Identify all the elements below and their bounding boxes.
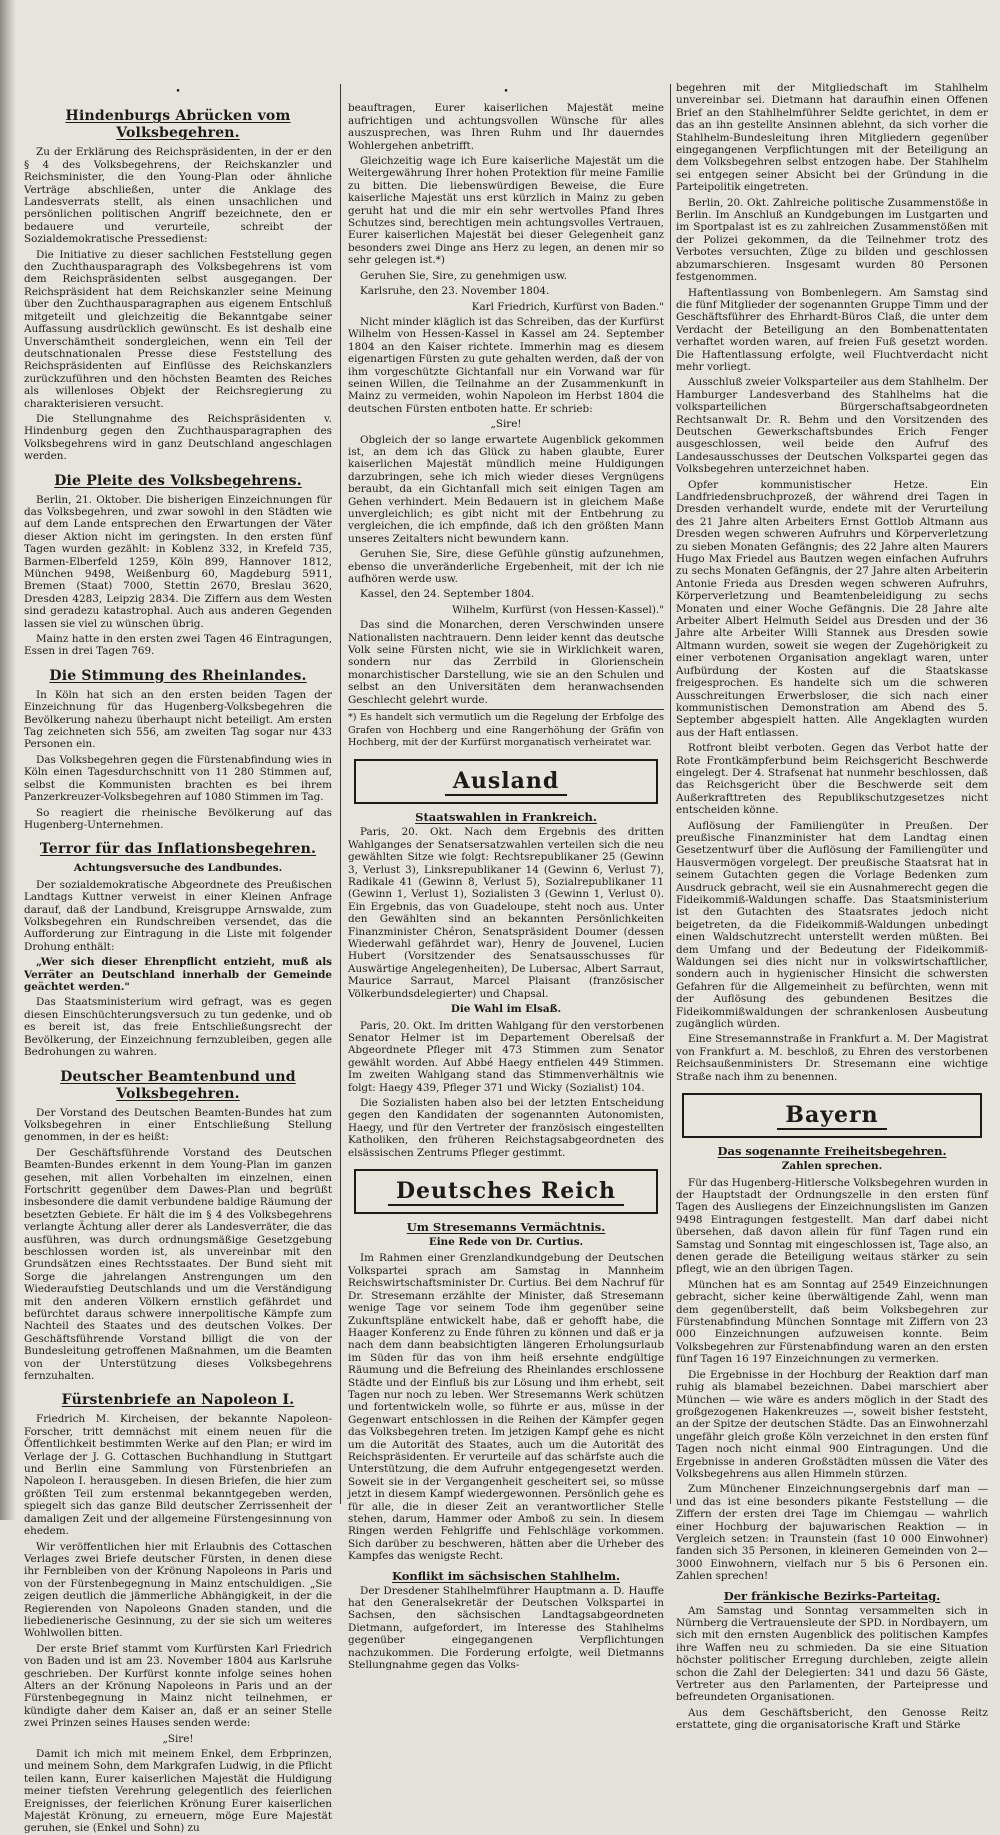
headline-freiheitsbegehren: Das sogenannte Freiheitsbegehren. [717, 1144, 947, 1159]
article-paragraph: Der erste Brief stammt vom Kurfürsten Karl Friedrich von Baden und ist am 23. November 1804 aus Karlsruhe geschrieben. Der Kurfürst konnte infolge seines hohen Alters an der Krönung Napoleons in Paris und an der Fürstenbegegnung in Mainz nicht teilnehmen, er kündigte daher dem Kaiser an, daß er an seiner Stelle zwei Prinzen seines Hauses senden werde: [24, 1642, 332, 1730]
column-rule-1 [340, 84, 341, 1504]
article-paragraph: Geruhen Sie, Sire, diese Gefühle günstig aufzunehmen, ebenso die unveränderliche Ergebenheit, mit der ich nie aufhören werde usw. [348, 548, 664, 586]
headline-hindenburg: Hindenburgs Abrücken vom Volksbegehren. [65, 108, 291, 142]
article-paragraph: Zum Münchener Einzeichnungsergebnis darf man — und das ist eine besonders pikante Feststellung — die Ziffern der ersten drei Tage im Chiemgau — wahrlich einer Hochburg der bajuwarischen Reaktion — in Vergleich setzen: in Traunstein (fast 10 000 Einwohner) fanden sich 35 Personen, in kleineren Gemeinden von 2—3000 Einwohnern, vielfach nur 5 bis 6 Personen ein. Zahlen sprechen! [676, 1483, 988, 1583]
column-3 [676, 82, 988, 1732]
article-paragraph: Nicht minder kläglich ist das Schreiben, das der Kurfürst Wilhelm von Hessen-Kassel in Kassel am 24. September 1804 an den Kaiser richtete. Immerhin mag es diesem eigenartigen Fürsten zu gute gehalten werden, daß der von ihm vorgeschützte Gichtanfall nur ein Vorwand war für seinen Willen, die Teilnahme an der Zusammenkunft in Mainz zu vermeiden, wohin Napoleon im Herbst 1804 die deutschen Fürsten entboten hatte. Er schrieb: [348, 315, 664, 415]
signature: Karl Friedrich, Kurfürst von Baden." [471, 300, 664, 313]
article-paragraph: Mainz hatte in den ersten zwei Tagen 46 Eintragungen, Essen in drei Tagen 769. [24, 633, 332, 658]
news-item: Haftentlassung von Bombenlegern. Am Samstag sind die fünf Mitglieder der sogenannten Gruppe Timm und der Geschäftsführer des Ehrhardt-Büros Claß, die unter dem Verdacht der Beteiligung an den Bombenattentaten verhaftet worden waren, auf freien Fuß gesetzt worden. Die Haftentlassung erfolgte, weil Fluchtverdacht nicht mehr vorliegt. [676, 286, 988, 373]
section-box-ausland [354, 759, 658, 804]
article-paragraph: Geruhen Sie, Sire, zu genehmigen usw. [360, 269, 568, 282]
article-paragraph: Paris, 20. Okt. Nach dem Ergebnis des dritten Wahlganges der Senatsersatzwahlen verteilen sich die neu gewählten Sitze wie folgt: Rechtsrepublikaner 25 (Gewinn 3, Verlust 3), Linksrepublikaner 14 (Gewinn 6, Verlust 7), Radikale 41 (Gewinn 8, Verlust 5), Sozialrepublikaner 11 (Gewinn 1, Verlust 1), Sozialisten 3 (Gewinn 1, Verlust 0). Ein Ergebnis, das von Guadeloupe, steht noch aus. Unter den Gewählten sind an bekannten Persönlichkeiten Finanzminister Chéron, Senatspräsident Doumer (dessen Wiederwahl gefährdet war), Henry de Jouvenel, Lucien Hubert (Vorsitzender des Senatsausschusses für Auswärtige Angelegenheiten), De Lubersac, Albert Sarraut, Maurice Sarraut, Marcel Plaisant (französischer Völkerbundsdelegierter) und Chapsal. [348, 826, 664, 1000]
dateline: Kassel, den 24. September 1804. [360, 588, 535, 601]
headline-rheinland: Die Stimmung des Rheinlandes. [49, 667, 307, 684]
headline-stresemann: Um Stresemanns Vermächtnis. [406, 1219, 606, 1234]
article-paragraph: Am Samstag und Sonntag versammelten sich in Nürnberg die Vertrauensleute der SPD. in Nordbayern, um sich mit den ernsten Augenblick des politischen Kampfes ihre Waffen neu zu schmieden. Da sie eine Situation höchster politischer Erregung durchleben, zeigte allein schon die Zahl der Delegierten: 341 und dazu 56 Gäste, Vertreter aus den Parlamenten, der Parteipresse und befreundeten Organisationen. [676, 1604, 988, 1704]
headline-pleite: Die Pleite des Volksbegehrens. [54, 472, 302, 489]
subheadline: Achtungsversuche des Landbundes. [73, 862, 283, 875]
headline-terror: Terror für das Inflationsbegehren. [39, 841, 317, 858]
article-paragraph: Der Geschäftsführende Vorstand des Deutschen Beamten-Bundes erkennt in dem Young-Plan im ganzen gesehen, mit allen Vorbehalten im einzelnen, einen Fortschritt gegenüber dem Dawes-Plan und begrüßt insbesondere die damit verbundene baldige Räumung der besetzten Gebiete. Er hält die im § 4 des Volksbegehrens verlangte Ächtung aller derer als Landesverräter, die das ausführen, was durch ordnungsmäßige Gesetzgebung beschlossen worden ist, als unvereinbar mit den Grundsätzen eines Rechtsstaates. Der Bund sieht mit Sorge die jahrelangen Anstrengungen um den Wiederaufstieg Deutschlands und um die Verständigung mit den anderen Völkern ernstlich gefährdet und befürchtet daraus schwere innerpolitische Kämpfe zum Nachteil des Staates und des deutschen Volkes. Der Geschäftsführende Vorstand billigt die von der Bundesleitung getroffenen Maßnahmen, um die Beamten von der Unterstützung dieses Volksbegehrens fernzuhalten. [24, 1146, 332, 1383]
column-1 [24, 82, 332, 1835]
article-paragraph: Berlin, 21. Oktober. Die bisherigen Einzeichnungen für das Volksbegehren, und zwar sowohl in den Städten wie auf dem Lande entsprechen den Erwartungen der Väter dieser Aktion nicht im geringsten. In den ersten fünf Tagen wurden gezählt: in Koblenz 332, in Krefeld 735, Barmen-Elberfeld 1259, Köln 899, Hannover 1812, München 9498, Weißenburg 60, Magdeburg 5911, Bremen (Staat) 7000, Stettin 2670, Breslau 3620, Dresden 4283, Leipzig 2834. Die Ziffern aus dem Westen sind geradezu katastrophal. Auch aus anderen Gegenden lassen sie viel zu wünschen übrig. [24, 493, 332, 630]
article-paragraph: So reagiert die rheinische Bevölkerung auf das Hugenberg-Unternehmen. [24, 806, 332, 831]
top-divider: • [503, 87, 509, 97]
section-title: Deutsches Reich [388, 1178, 624, 1206]
headline-beamtenbund: Deutscher Beamtenbund und Volksbegehren. [60, 1068, 296, 1102]
article-paragraph: Gleichzeitig wage ich Eure kaiserliche Majestät um die Weitergewährung Ihrer hohen Protektion für meine Familie zu bitten. Die liebenswürdigen Beweise, die Eure kaiserliche Majestät uns erst kürzlich in Mainz zu geben geruht hat und die mir ein sehr wertvolles Pfand Ihres Schutzes sind, berechtigen mein achtungsvolles Vertrauen, Eurer kaiserlichen Majestät bei dieser Gelegenheit ganz besonders zwei Dinge ans Herz zu legen, an denen mir so sehr gelegen ist.*) [348, 155, 664, 267]
article-paragraph: Der sozialdemokratische Abgeordnete des Preußischen Landtags Kuttner verweist in einer Kleinen Anfrage darauf, daß der Landbund, Kreisgruppe Arnswalde, zum Volksbegehren ein Rundschreiben versendet, das die Aufforderung zur Eintragung in die Liste mit folgender Drohung enthält: [24, 878, 332, 953]
news-item: Berlin, 20. Okt. Zahlreiche politische Zusammenstöße in Berlin. Im Anschluß an Kundgebungen im Lustgarten und im Sportpalast ist es zu zahlreichen Zusammenstößen mit der Polizei gekommen, da die Teilnehmer trotz des Verbotes versuchten, Züge zu bilden und geschlossen abzumarschieren. Insgesamt wurden 80 Personen festgenommen. [676, 196, 988, 284]
section-title: Bayern [777, 1102, 886, 1130]
news-item: Rotfront bleibt verboten. Gegen das Verbot hatte der Rote Frontkämpferbund beim Reichsgericht Beschwerde eingelegt. Der 4. Strafsenat hat nunmehr beschlossen, daß das Reichsgericht über die Beschwerde seit dem Außerkrafttreten des Republikschutzgesetzes nicht entscheiden könne. [676, 742, 988, 817]
article-paragraph: Der Dresdener Stahlhelmführer Hauptmann a. D. Hauffe hat den Generalsekretär der Deutschen Volkspartei in Sachsen, den sächsischen Landtagsabgeordneten Dietmann, aufgefordert, im Interesse des Stahlhelms gegenüber eingegangenen Verpflichtungen nachzukommen. Die Forderung erfolgte, weil Dietmanns Stellungnahme gegen das Volks- [348, 1584, 664, 1672]
news-item: Eine Stresemannstraße in Frankfurt a. M. Der Magistrat von Frankfurt a. M. beschloß, zu Ehren des verstorbenen Reichsaußenministers Dr. Stresemann eine wichtige Straße nach ihm zu benennen. [676, 1033, 988, 1083]
article-paragraph: Die Initiative zu dieser sachlichen Feststellung gegen den Zuchthausparagraph des Volksbegehrens ist vom dem Reichspräsidenten selbst ausgegangen. Der Reichspräsident hat dem Reichskanzler seine Meinung über den Zuchthausparagraphen aus eigenem Entschluß mitgeteilt und gleichzeitig die Bekanntgabe seiner Auffassung ausdrücklich gewünscht. Es ist deshalb eine Unverschämtheit sondergleichen, wenn ein Teil der deutschnationalen Presse diese Feststellung des Reichspräsidenten auf Einflüsse des Reichskanzlers zurückzuführen und den höchsten Beamten des Reiches als willenloses Objekt der Reichsregierung zu charakterisieren versucht. [24, 248, 332, 410]
quote-paragraph: „Wer sich dieser Ehrenpflicht entzieht, muß als Verräter an Deutschland innerhalb der Gemeinde geächtet werden." [24, 956, 332, 994]
article-paragraph: Die Stellungnahme des Reichspräsidenten v. Hindenburg gegen den Zuchthausparagraphen des Volksbegehrens wird in ganz Deutschland angeschlagen werden. [24, 412, 332, 463]
salutation: „Sire! [490, 418, 522, 431]
news-item: Ausschluß zweier Volksparteiler aus dem Stahlhelm. Der Hamburger Landesverband des Stahlhelms hat die volksparteilichen Bürgerschaftsabgeordneten Rechtsanwalt Dr. R. Behm und den Vorsitzenden des Deutschen Gewerkschaftsbundes Erich Fenger ausgeschlossen, weil beide den Aufruf des Landesausschusses der Deutschen Volkspartei gegen das Volksbegehren unterzeichnet haben. [676, 376, 988, 476]
article-paragraph: Paris, 20. Okt. Im dritten Wahlgang für den verstorbenen Senator Helmer ist im Departement Oberelsaß der Abgeordnete Pfleger mit 473 Stimmen zum Senator gewählt worden. Auf Abbé Haegy entfielen 449 Stimmen. Im zweiten Wahlgang stand das Stimmenverhältnis wie folgt: Haegy 439, Pfleger 371 und Wicky (Sozialist) 104. [348, 1019, 664, 1094]
column-rule-2 [670, 84, 671, 1504]
article-paragraph: Das Volksbegehren gegen die Fürstenabfindung wies in Köln einen Tagesdurchschnitt von 11 280 Stimmen auf, selbst die Kommunisten brachten es bei ihrem Panzerkreuzer-Volksbegehren auf 1080 Stimmen im Tag. [24, 753, 332, 804]
news-item: Opfer kommunistischer Hetze. Ein Landfriedensbruchprozeß, der während drei Tagen in Dresden verhandelt wurde, endete mit der Verurteilung des 21 Jahre alten Arbeiters Ernst Gottlob Altmann aus Dresden wegen schweren Aufruhrs und Körperverletzung zu sieben Monaten Gefängnis; des 22 Jahre alten Maurers Hugo Max Friedel aus Bautzen wegen einfachen Aufruhrs zu sechs Monaten Gefängnis, der 27 Jahre alten Arbeiterin Antonie Frieda aus Dresden wegen schweren Aufruhrs, Körperverletzung und Beamtenbeleidigung zu sechs Monaten und einer Woche Gefängnis. Die 28 Jahre alte Arbeiter Albert Helmuth Seidel aus Dresden und der 36 Jahre alte Arbeiter Willi Stannek aus Dresden sowie Altmann wurden, soweit sie wegen der Zugehörigkeit zu einer verbotenen Organisation angeklagt waren, unter Aufbürdung der Kosten auf die Staatskasse freigesprochen. Es handelte sich um die schweren Ausschreitungen Erwerbsloser, die sich nach einer kommunistischen Demonstration am Abend des 5. September abgespielt hatten. Alle Angeklagten wurden aus der Haft entlassen. [676, 478, 988, 739]
subheadline: Zahlen sprechen. [781, 1160, 883, 1173]
article-paragraph: München hat es am Sonntag auf 2549 Einzeichnungen gebracht, sicher keine überwältigende Zahl, wenn man dem gegenüberstellt, daß beim Volksbegehren zur Fürstenabfindung München Sonntage mit Ziffern von 23 000 Einzeichnungen aufzuweisen konnte. Beim Volksbegehren zur Fürstenabfindung waren an den ersten fünf Tagen 16 197 Einzeichnungen zu vermerken. [676, 1278, 988, 1366]
subheadline: Eine Rede von Dr. Curtius. [428, 1235, 584, 1248]
article-paragraph: Obgleich der so lange erwartete Augenblick gekommen ist, an dem ich das Glück zu haben glaubte, Eurer kaiserlichen Majestät mündlich meine Huldigungen darzubringen, sehe ich mich wieder dieses Vergnügens beraubt, da ein Gichtanfall mich seit einigen Tagen am Gehen verhindert. Mein Bedauern ist in gleichem Maße unvergleichlich; es gibt nicht mit der Entbehrung zu vergleichen, die ich empfinde, daß ich den größten Mann unseres Zeitalters nicht bewundern kann. [348, 433, 664, 545]
article-paragraph: begehren mit der Mitgliedschaft im Stahlhelm unvereinbar sei. Dietmann hat daraufhin einen Offenen Brief an den Stahlhelmführer Seldte gerichtet, in dem er das an ihn gestellte Ansinnen ablehnt, da sich vorher die Stahlhelm-Bundesleitung ihren Mitgliedern gegenüber eingegangenen Verpflichtungen mit der Beteiligung an dem Volksbegehren selbst entzogen habe. Der Stahlhelm sei entgegen seiner Absicht bei der Gründung in die Parteipolitik eingetreten. [676, 82, 988, 194]
article-paragraph: beauftragen, Eurer kaiserlichen Majestät meine aufrichtigen und achtungsvollen Wünsche für alles auszusprechen, was Ihren Ruhm und Ihr dauerndes Wohlergehen anbetrifft. [348, 102, 664, 152]
article-paragraph: Die Ergebnisse in der Hochburg der Reaktion darf man ruhig als blamabel bezeichnen. Dabei marschiert aber München — wie wäre es anders möglich in der Stadt des großgezogenen Hakenkreuzes —, soweit bisher feststeht, an der Spitze der deutschen Städte. Das an Einwohnerzahl ungefähr gleich große Köln verzeichnet in den ersten fünf Tagen noch nicht einmal 900 Eintragungen. Und die Ergebnisse in anderen Großstädten müssen die Väter des Volksbegehrens aus allen Himmeln stürzen. [676, 1368, 988, 1480]
salutation: „Sire! [162, 1732, 194, 1745]
article-paragraph: Damit ich mich mit meinem Enkel, dem Erbprinzen, und meinem Sohn, dem Markgrafen Ludwig, in die Pflicht teilen kann, Eurer kaiserlichen Majestät die Huldigung meiner tiefsten Verehrung gelegentlich des feierlichen Ereignisses, der feierlichen Krönung Eurer kaiserlichen Majestät Krönung, zu erneuern, möge Eure Majestät geruhen, sie (Enkel und Sohn) zu [24, 1748, 332, 1835]
article-paragraph: Der Vorstand des Deutschen Beamten-Bundes hat zum Volksbegehren in einer Entschließung Stellung genommen, in der es heißt: [24, 1106, 332, 1144]
article-paragraph: Für das Hugenberg-Hitlersche Volksbegehren wurden in der Hauptstadt der Ordnungszelle in den ersten fünf Tagen des Ausliegens der Einzeichnungslisten im Ganzen 9498 Eintragungen festgestellt. Man darf dabei nicht übersehen, daß davon allein für fünf Tagen rund ein Samstag und Sonntag mit eingeschlossen ist, Tage also, an denen gerade die Beteiligung weitaus stärker zu sein pflegt, wie an den übrigen Tagen. [676, 1176, 988, 1276]
headline-staatswahlen: Staatswahlen in Frankreich. [415, 810, 597, 825]
signature: Wilhelm, Kurfürst (von Hessen-Kassel)." [452, 603, 664, 616]
article-paragraph: Im Rahmen einer Grenzlandkundgebung der Deutschen Volkspartei sprach am Samstag in Mannheim Reichswirtschaftsminister Dr. Curtius. Bei dem Nachruf für Dr. Stresemann erzählte der Minister, daß Stresemann wenige Tage vor seinem Tode ihm gegenüber seine Zukunftspläne entwickelt habe, daß er gehofft habe, die Haager Konferenz zu Ende führen zu können und daß er ja nach dem dann beabsichtigten längeren Erholungsurlaub im Süden für das von ihm heiß ersehnte endgültige Räumung und die Befreiung des Rheinlandes erschlossene Städte und der Einfluß bis zur Lösung und ihm erhebt, seit Tagen nur noch zu leben. Wer Stresemanns Werk schützen und fortentwickeln wolle, so führte er aus, müsse in der Gegenwart entschlossen in die Reihen der Kämpfer gegen das Volksbegehren treten. Im jetzigen Kampf gehe es nicht um die Autorität des Staates, auch um die Autorität des Reichspräsidenten. Er verurteile auf das schärfste auch die Unterstützung, die dem Aufruhr entgegengesetzt werden. Soweit sie in der Vergangenheit gescheitert sei, so müsse jetzt in diesem Kampf wiedergewonnen. Persönlich gehe es für alle, die in dieser Zeit an verantwortlicher Stelle stehen, darum, Hammer oder Amboß zu sein. In diesem Ringen werden Fehlgriffe und Fehlschläge vorkommen. Sich darüber zu beschweren, hätten aber die Urheber des Kampfes das wenigste Recht. [348, 1252, 664, 1563]
section-box-deutsches-reich [354, 1169, 658, 1214]
article-paragraph: Die Sozialisten haben also bei der letzten Entscheidung gegen den Kandidaten der sogenannten Autonomisten, Haegy, und für den Vertreter der französisch eingestellten Katholiken, den früheren Reichstagsabgeordneten des elsässischen Zentrums Pfleger gestimmt. [348, 1096, 664, 1159]
top-divider: • [175, 87, 181, 97]
article-paragraph: Das sind die Monarchen, deren Verschwinden unsere Nationalisten nachtrauern. Denn leider kennt das deutsche Volk seine Fürsten nicht, wie sie in Wirklichkeit waren, sondern nur das Zerrbild in Glorienschein monarchistischer Darstellung, wie sie an den Schulen und selbst an den Universitäten dem heranwachsenden Geschlecht gelehrt wurde. [348, 619, 664, 706]
article-paragraph: Wir veröffentlichen hier mit Erlaubnis des Cottaschen Verlages zwei Briefe deutscher Fürsten, in denen diese ihr Fernbleiben von der Krönung Napoleons in Paris und von der Fürstenbegegnung in Mainz entschuldigen. „Sie zeigen deutlich die jämmerliche Abhängigkeit, in der die Regierenden von Napoleons Gnaden standen, und die liebedienerische Gesinnung, zu der sie sich um weiteres Wohlwollen bitten. [24, 1540, 332, 1640]
news-item: Auflösung der Familiengüter in Preußen. Der preußische Finanzminister hat dem Landtag einen Gesetzentwurf über die Auflösung der Familiengüter und Hausvermögen vorgelegt. Der preußische Staatsrat hat in seinem Gutachten gegen die Vorlage Bedenken zum Ausdruck gebracht, weil sie ein Ausnahmerecht gegen die Fideikommiß-Waldungen schaffe. Das Staatsministerium ist den Gutachten des Staatsrates jedoch nicht beigetreten, da die Fideikommiß-Waldungen unbedingt einen Waldschutzrecht unterstellt werden müßten. Bei dem Umfang und der Bedeutung der Fideikommiß-Waldungen sei dies nicht nur in volkswirtschaftlicher, sondern auch in hygienischer Hinsicht die schwersten Gefahren für die Allgemeinheit zu befürchten, wenn mit der Auflösung des gebundenen Besitzes die Fideikommißwaldungen der schrankenlosen Ausbeutung zugänglich würden. [676, 819, 988, 1031]
article-paragraph: Das Staatsministerium wird gefragt, was es gegen diesen Einschüchterungsversuch zu tun gedenke, und ob es bereit ist, das freie Entschließungsrecht der Bevölkerung, der Einzeichnung fernzubleiben, gegen alle Bedrohungen zu wahren. [24, 996, 332, 1059]
column-2 [348, 82, 664, 1672]
headline-parteitag: Der fränkische Bezirks-Parteitag. [723, 1588, 941, 1603]
article-paragraph: Aus dem Geschäftsbericht, den Genosse Reitz erstattete, ging die organisatorische Kraft und Stärke [676, 1706, 988, 1732]
headline-fuerstenbriefe: Fürstenbriefe an Napoleon I. [61, 1392, 295, 1409]
headline-stahlhelm: Konflikt im sächsischen Stahlhelm. [392, 1568, 620, 1583]
binding-edge [0, 0, 16, 1520]
article-paragraph: Zu der Erklärung des Reichspräsidenten, in der er den § 4 des Volksbegehrens, der Reichskanzler und Reichsminister, die den Young-Plan oder ähnliche Verträge abschließen, unter die Anklage des Landesverrats stellt, als einen unsachlichen und persönlichen politischen Angriff bezeichnete, den er bedauere und verurteile, schreibt der Sozialdemokratische Pressedienst: [24, 146, 332, 246]
article-paragraph: Friedrich M. Kircheisen, der bekannte Napoleon-Forscher, tritt demnächst mit einem neuen für die Öffentlichkeit bestimmten Werke auf den Plan; er wird im Verlage der J. G. Cottaschen Buchhandlung in Stuttgart und Berlin eine Sammlung von Fürstenbriefen an Napoleon I. herausgeben. In diesen Briefen, die hier zum größten Teil zum erstenmal bekanntgegeben werden, spiegelt sich das ganze Bild deutscher Zerrissenheit der damaligen Zeit und der allgemeine Fürstengesinnung von ehedem. [24, 1413, 332, 1538]
footnote: *) Es handelt sich vermutlich um die Regelung der Erbfolge des Grafen von Hochberg und eine Rangerhöhung der Gräfin von Hochberg, mit der der Kurfürst morganatisch verheiratet war. [348, 709, 664, 749]
headline-elsass: Die Wahl im Elsaß. [450, 1003, 562, 1015]
section-title: Ausland [445, 768, 567, 796]
dateline: Karlsruhe, den 23. November 1804. [360, 285, 550, 298]
section-box-bayern [682, 1093, 982, 1138]
article-paragraph: In Köln hat sich an den ersten beiden Tagen der Einzeichnung für das Hugenberg-Volksbegehren die Bevölkerung nahezu überhaupt nicht beteiligt. Am ersten Tag zeichneten sich 556, am zweiten Tag sogar nur 433 Personen ein. [24, 688, 332, 751]
